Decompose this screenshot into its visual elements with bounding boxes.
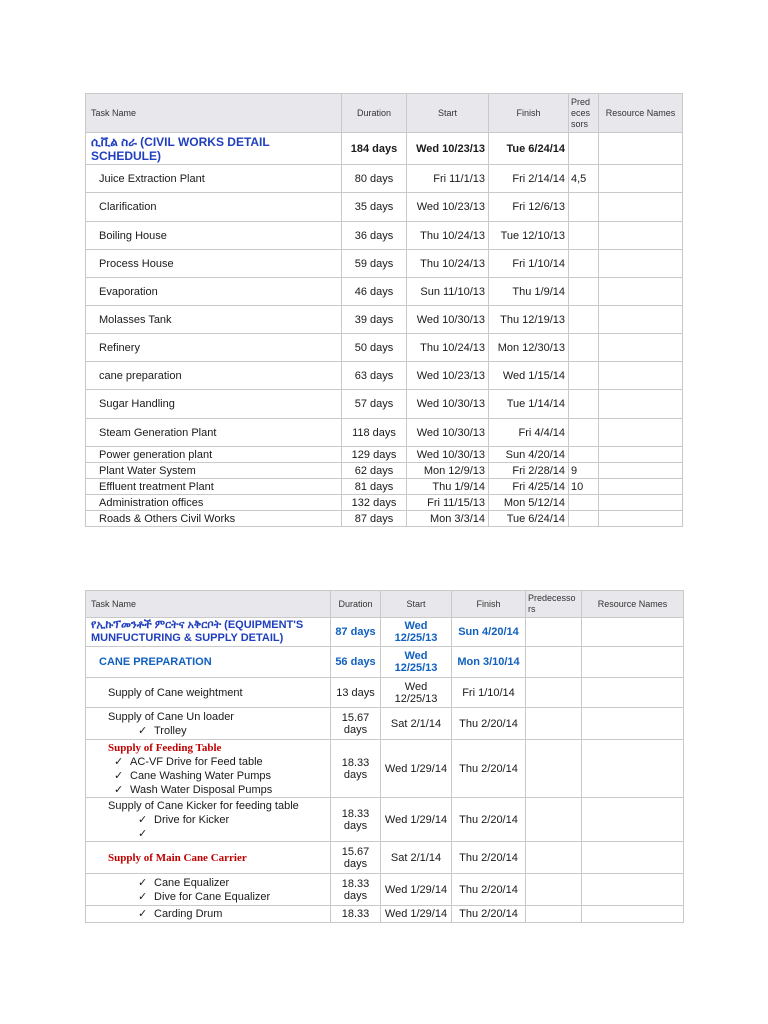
predecessors (526, 874, 582, 906)
task-name: Boiling House (86, 222, 342, 250)
header-finish: Finish (489, 94, 569, 133)
table-row (86, 463, 683, 479)
predecessors: 10 (569, 479, 599, 495)
table-row (86, 874, 684, 906)
duration: 18.33 days (331, 740, 381, 798)
predecessors (569, 362, 599, 390)
duration: 36 days (342, 222, 407, 250)
finish-date: Thu 12/19/13 (489, 306, 569, 334)
duration: 129 days (342, 447, 407, 463)
finish-date: Sun 4/20/14 (452, 618, 526, 647)
task-name: Power generation plant (86, 447, 342, 463)
duration: 62 days (342, 463, 407, 479)
predecessors (569, 133, 599, 165)
start-date: Thu 1/9/14 (407, 479, 489, 495)
table-row (86, 740, 684, 798)
start-date: Mon 12/9/13 (407, 463, 489, 479)
header-duration: Duration (342, 94, 407, 133)
finish-date: Thu 1/9/14 (489, 278, 569, 306)
task-name: Molasses Tank (86, 306, 342, 334)
table-row (86, 306, 683, 334)
finish-date: Fri 4/4/14 (489, 419, 569, 447)
start-date: Wed 1/29/14 (381, 798, 452, 842)
finish-date: Sun 4/20/14 (489, 447, 569, 463)
predecessors (569, 334, 599, 362)
finish-date: Tue 1/14/14 (489, 390, 569, 419)
check-icon: ✓ (114, 783, 124, 796)
duration: 87 days (331, 618, 381, 647)
header-start: Start (381, 591, 452, 618)
task-name: Plant Water System (86, 463, 342, 479)
task-name: Supply of Cane Un loader ✓ Trolley (86, 708, 331, 740)
finish-date: Fri 2/28/14 (489, 463, 569, 479)
task-name: የኢኩፕመንቶች ምርትና አቅርቦት (EQUIPMENT'S MUNFUCTURING & SUPPLY DETAIL) (86, 618, 331, 647)
duration: 39 days (342, 306, 407, 334)
header-duration: Duration (331, 591, 381, 618)
check-icon: ✓ (138, 908, 148, 920)
task-name: Supply of Cane weightment (86, 678, 331, 708)
duration: 87 days (342, 511, 407, 527)
predecessors (569, 306, 599, 334)
predecessors (526, 740, 582, 798)
duration: 35 days (342, 193, 407, 222)
finish-date: Mon 12/30/13 (489, 334, 569, 362)
resource-names (599, 278, 683, 306)
predecessors (569, 278, 599, 306)
resource-names (582, 708, 684, 740)
task-name: CANE PREPARATION (86, 647, 331, 678)
task-name: Steam Generation Plant (86, 419, 342, 447)
finish-date: Fri 2/14/14 (489, 165, 569, 193)
finish-date: Thu 2/20/14 (452, 708, 526, 740)
summary-row (86, 618, 684, 647)
resource-names (582, 798, 684, 842)
table-row (86, 842, 684, 874)
task-name: Refinery (86, 334, 342, 362)
task-name: Administration offices (86, 495, 342, 511)
task-name: Effluent treatment Plant (86, 479, 342, 495)
finish-date: Wed 1/15/14 (489, 362, 569, 390)
table-header-row (86, 94, 683, 133)
duration: 18.33 days (331, 798, 381, 842)
start-date: Fri 11/1/13 (407, 165, 489, 193)
task-name: Clarification (86, 193, 342, 222)
task-name: Supply of Cane Kicker for feeding table ✓ Drive for Kicker ✓ (86, 798, 331, 842)
table-row (86, 708, 684, 740)
start-date: Thu 10/24/13 (407, 334, 489, 362)
start-date: Wed 10/30/13 (407, 419, 489, 447)
duration: 57 days (342, 390, 407, 419)
start-date: Wed 10/30/13 (407, 447, 489, 463)
start-date: Sat 2/1/14 (381, 708, 452, 740)
resource-names (599, 250, 683, 278)
start-date: Wed 1/29/14 (381, 906, 452, 923)
finish-date: Tue 12/10/13 (489, 222, 569, 250)
finish-date: Fri 1/10/14 (489, 250, 569, 278)
predecessors (526, 647, 582, 678)
start-date: Sun 11/10/13 (407, 278, 489, 306)
finish-date: Thu 2/20/14 (452, 798, 526, 842)
task-name: ✓ Carding Drum (86, 906, 331, 923)
header-predecessors: Predecesso rs (526, 591, 582, 618)
resource-names (599, 479, 683, 495)
duration: 15.67 days (331, 708, 381, 740)
duration: 81 days (342, 479, 407, 495)
duration: 56 days (331, 647, 381, 678)
finish-date: Fri 12/6/13 (489, 193, 569, 222)
table-row (86, 334, 683, 362)
start-date: Wed 10/30/13 (407, 306, 489, 334)
start-date: Wed 10/30/13 (407, 390, 489, 419)
predecessors (526, 708, 582, 740)
table-row (86, 362, 683, 390)
finish-date: Tue 6/24/14 (489, 511, 569, 527)
finish-date: Thu 2/20/14 (452, 842, 526, 874)
duration: 63 days (342, 362, 407, 390)
predecessors (569, 447, 599, 463)
task-name: ሲቪል ስራ (CIVIL WORKS DETAIL SCHEDULE) (86, 133, 342, 165)
duration: 184 days (342, 133, 407, 165)
start-date: Wed 10/23/13 (407, 362, 489, 390)
header-finish: Finish (452, 591, 526, 618)
resource-names (599, 222, 683, 250)
duration: 132 days (342, 495, 407, 511)
finish-date: Thu 2/20/14 (452, 874, 526, 906)
finish-date: Thu 2/20/14 (452, 740, 526, 798)
finish-date: Mon 3/10/14 (452, 647, 526, 678)
start-date: Wed 1/29/14 (381, 874, 452, 906)
table-row (86, 479, 683, 495)
resource-names (599, 419, 683, 447)
task-name: Supply of Main Cane Carrier (86, 842, 331, 874)
header-start: Start (407, 94, 489, 133)
resource-names (599, 390, 683, 419)
resource-names (599, 511, 683, 527)
table-row (86, 419, 683, 447)
resource-names (582, 842, 684, 874)
check-icon: ✓ (138, 724, 148, 737)
duration: 46 days (342, 278, 407, 306)
start-date: Mon 3/3/14 (407, 511, 489, 527)
table-row (86, 390, 683, 419)
duration: 50 days (342, 334, 407, 362)
finish-date: Mon 5/12/14 (489, 495, 569, 511)
resource-names (582, 618, 684, 647)
resource-names (599, 334, 683, 362)
predecessors (526, 798, 582, 842)
duration: 59 days (342, 250, 407, 278)
finish-date: Fri 4/25/14 (489, 479, 569, 495)
resource-names (599, 165, 683, 193)
start-date: Wed 12/25/13 (381, 618, 452, 647)
start-date: Fri 11/15/13 (407, 495, 489, 511)
predecessors (569, 419, 599, 447)
equipment-schedule-table (85, 590, 684, 923)
resource-names (582, 647, 684, 678)
duration: 15.67 days (331, 842, 381, 874)
start-date: Sat 2/1/14 (381, 842, 452, 874)
predecessors (526, 906, 582, 923)
table-row (86, 193, 683, 222)
predecessors: 9 (569, 463, 599, 479)
finish-date: Tue 6/24/14 (489, 133, 569, 165)
table-row (86, 798, 684, 842)
start-date: Wed 10/23/13 (407, 133, 489, 165)
table-row (86, 678, 684, 708)
predecessors (569, 193, 599, 222)
cane-preparation-row (86, 647, 684, 678)
predecessors (569, 222, 599, 250)
predecessors (526, 678, 582, 708)
check-icon: ✓ (138, 890, 148, 903)
task-name: Roads & Others Civil Works (86, 511, 342, 527)
table-row (86, 222, 683, 250)
start-date: Wed 1/29/14 (381, 740, 452, 798)
table-row (86, 495, 683, 511)
predecessors (526, 842, 582, 874)
table-row (86, 906, 684, 923)
start-date: Wed 10/23/13 (407, 193, 489, 222)
header-predecessors: Pred eces sors (569, 94, 599, 133)
table-row (86, 165, 683, 193)
resource-names (599, 463, 683, 479)
table-row (86, 250, 683, 278)
duration: 18.33 days (331, 874, 381, 906)
task-name: Process House (86, 250, 342, 278)
task-name: Evaporation (86, 278, 342, 306)
finish-date: Fri 1/10/14 (452, 678, 526, 708)
summary-row (86, 133, 683, 165)
resource-names (599, 133, 683, 165)
task-name: Supply of Feeding Table ✓ AC-VF Drive for Feed table ✓ Cane Washing Water Pumps ✓ Wash Water Disposal Pumps (86, 740, 331, 798)
civil-works-schedule-table (85, 93, 683, 527)
resource-names (582, 874, 684, 906)
start-date: Wed 12/25/13 (381, 647, 452, 678)
task-name: Sugar Handling (86, 390, 342, 419)
table-row (86, 447, 683, 463)
resource-names (599, 362, 683, 390)
start-date: Thu 10/24/13 (407, 222, 489, 250)
resource-names (599, 306, 683, 334)
predecessors (569, 250, 599, 278)
header-resource-names: Resource Names (599, 94, 683, 133)
task-name: cane preparation (86, 362, 342, 390)
check-icon: ✓ (138, 827, 148, 840)
duration: 118 days (342, 419, 407, 447)
task-name: ✓ Cane Equalizer ✓ Dive for Cane Equalizer (86, 874, 331, 906)
duration: 13 days (331, 678, 381, 708)
start-date: Thu 10/24/13 (407, 250, 489, 278)
start-date: Wed 12/25/13 (381, 678, 452, 708)
resource-names (599, 193, 683, 222)
header-task-name: Task Name (86, 94, 342, 133)
resource-names (599, 447, 683, 463)
check-icon: ✓ (138, 876, 148, 889)
predecessors (569, 390, 599, 419)
resource-names (582, 678, 684, 708)
duration: 80 days (342, 165, 407, 193)
resource-names (582, 740, 684, 798)
resource-names (582, 906, 684, 923)
check-icon: ✓ (114, 755, 124, 768)
predecessors: 4,5 (569, 165, 599, 193)
header-resource-names: Resource Names (582, 591, 684, 618)
check-icon: ✓ (114, 769, 124, 782)
predecessors (526, 618, 582, 647)
duration: 18.33 (331, 906, 381, 923)
predecessors (569, 495, 599, 511)
predecessors (569, 511, 599, 527)
resource-names (599, 495, 683, 511)
header-task-name: Task Name (86, 591, 331, 618)
table-header-row (86, 591, 684, 618)
task-name: Juice Extraction Plant (86, 165, 342, 193)
finish-date: Thu 2/20/14 (452, 906, 526, 923)
table-row (86, 511, 683, 527)
table-row (86, 278, 683, 306)
check-icon: ✓ (138, 813, 148, 826)
